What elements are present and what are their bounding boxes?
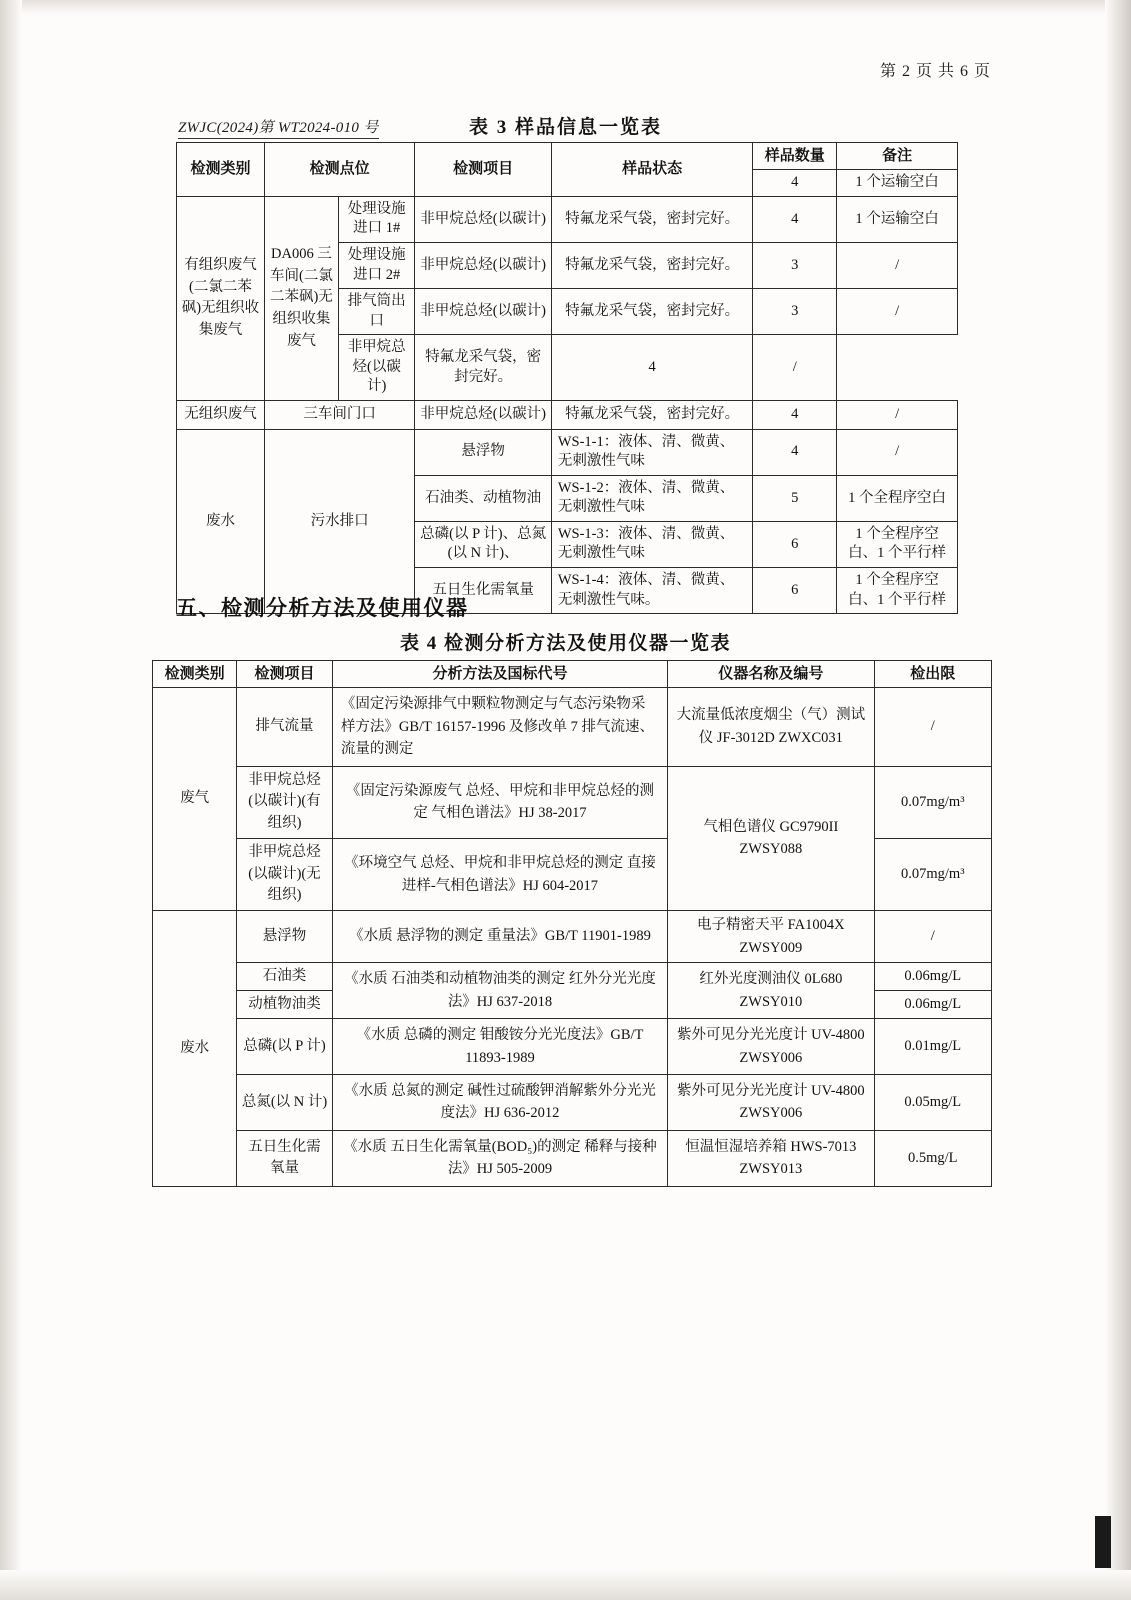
td-item: 悬浮物: [415, 429, 551, 475]
td-instrument: 红外光度测油仪 0L680 ZWSY010: [668, 963, 874, 1019]
sample-information-table: [176, 142, 958, 614]
table-header-row: [177, 143, 958, 170]
td-remark: /: [837, 289, 958, 335]
state-text: 液体、清、微黄、无刺激性气味: [557, 433, 735, 470]
th-method: 分析方法及国标代号: [332, 661, 667, 688]
table-row: [177, 429, 958, 475]
td-remark: 1 个全程序空白: [837, 475, 958, 521]
table-row: [153, 766, 992, 838]
td-remark: /: [837, 400, 958, 429]
td-remark: /: [837, 429, 958, 475]
table-row: [177, 400, 958, 429]
td-state: 特氟龙采气袋，密封完好。: [551, 289, 753, 335]
td-method: 《固定污染源排气中颗粒物测定与气态污染物采样方法》GB/T 16157-1996 及修改单 7 排气流速、流量的测定: [332, 688, 667, 766]
state-text: 液体、清、微黄、无刺激性气味: [557, 525, 735, 562]
td-state: 特氟龙采气袋，密封完好。: [551, 400, 753, 429]
td-limit: 0.5mg/L: [874, 1130, 991, 1186]
state-text: 液体、清、微黄、无刺激性气味。: [557, 572, 735, 608]
td-point-sub: 处理设施进口 2#: [338, 242, 414, 288]
td-state: 特氟龙采气袋，密封完好。: [551, 242, 753, 288]
table-row: [153, 963, 992, 991]
td-item: 石油类: [237, 963, 333, 991]
td-qty: 4: [753, 196, 837, 242]
td-item: 非甲烷总烃(以碳计)(有组织): [237, 766, 333, 838]
td-category-wastewater: 废水: [153, 911, 237, 1187]
td-qty-first: 4: [753, 170, 837, 197]
state-label: WS-1-4：: [557, 572, 619, 588]
th-category: 检测类别: [177, 143, 265, 197]
td-item: 总磷(以 P 计)、总氮(以 N 计)、: [415, 521, 551, 567]
td-state: 特氟龙采气袋，密封完好。: [551, 196, 753, 242]
td-category-organized: 有组织废气(二氯二苯砜)无组织收集废气: [177, 196, 265, 400]
td-instrument: 恒温恒湿培养箱 HWS-7013 ZWSY013: [668, 1130, 874, 1186]
td-instrument: 紫外可见分光光度计 UV-4800 ZWSY006: [668, 1074, 874, 1130]
table-row: [153, 911, 992, 963]
td-limit: 0.07mg/m³: [874, 838, 991, 910]
state-label: WS-1-2：: [557, 479, 619, 496]
td-limit: 0.01mg/L: [874, 1019, 991, 1075]
td-state: 特氟龙采气袋，密封完好。: [415, 335, 551, 401]
td-point-sub: 排气筒出口: [338, 289, 414, 335]
td-qty: 3: [753, 289, 837, 335]
td-point-sub: 处理设施进口 1#: [338, 196, 414, 242]
td-method: 《水质 总磷的测定 钼酸铵分光光度法》GB/T 11893-1989: [332, 1019, 667, 1075]
td-limit: 0.07mg/m³: [874, 766, 991, 838]
td-limit: 0.06mg/L: [874, 963, 991, 991]
td-item: 石油类、动植物油: [415, 475, 551, 521]
td-item: 总磷(以 P 计): [237, 1019, 333, 1075]
td-qty: 4: [551, 335, 753, 401]
td-item: 五日生化需氧量: [415, 568, 551, 614]
td-category-fugitive: 无组织废气: [177, 400, 265, 429]
document-number: ZWJC(2024)第 WT2024-010 号: [178, 116, 379, 139]
td-method: 《固定污染源废气 总烃、甲烷和非甲烷总烃的测定 气相色谱法》HJ 38-2017: [332, 766, 667, 838]
td-remark: /: [753, 335, 837, 401]
table-header-row: [153, 661, 992, 688]
td-item: 五日生化需氧量: [237, 1130, 333, 1186]
td-method: 《水质 总氮的测定 碱性过硫酸钾消解紫外分光光度法》HJ 636-2012: [332, 1074, 667, 1130]
analysis-method-instrument-table: [152, 660, 992, 1187]
td-item: 非甲烷总烃(以碳计): [415, 242, 551, 288]
td-qty: 4: [753, 429, 837, 475]
td-item: 动植物油类: [237, 991, 333, 1019]
td-qty: 6: [753, 568, 837, 614]
td-remark: 1 个全程序空白、1 个平行样: [837, 568, 958, 614]
td-qty: 4: [753, 400, 837, 429]
state-text: 液体、清、微黄、无刺激性气味: [557, 479, 735, 516]
td-item: 总氮(以 N 计): [237, 1074, 333, 1130]
td-item: 排气流量: [237, 688, 333, 766]
td-category-wastewater: 废水: [177, 429, 265, 614]
page-number-header: 第 2 页 共 6 页: [879, 63, 991, 80]
th-instrument: 仪器名称及编号: [668, 661, 874, 688]
td-category-waste-gas: 废气: [153, 688, 237, 911]
td-qty: 6: [753, 521, 837, 567]
td-state: [551, 429, 753, 475]
td-limit: /: [874, 688, 991, 766]
td-instrument: 电子精密天平 FA1004X ZWSY009: [668, 911, 874, 963]
th-category: 检测类别: [153, 661, 237, 688]
table-row: [177, 196, 958, 242]
table-row: [153, 1130, 992, 1186]
td-item: 非甲烷总烃(以碳计): [338, 335, 414, 401]
td-state: [551, 568, 753, 614]
td-point-main: DA006 三车间(二氯二苯砜)无组织收集废气: [264, 196, 338, 400]
td-state: [551, 475, 753, 521]
td-point: 三车间门口: [264, 400, 415, 429]
th-item: 检测项目: [237, 661, 333, 688]
table-row: [153, 688, 992, 766]
td-limit: 0.06mg/L: [874, 991, 991, 1019]
td-remark: 1 个全程序空白、1 个平行样: [837, 521, 958, 567]
td-item: 非甲烷总烃(以碳计): [415, 289, 551, 335]
state-label: WS-1-3：: [557, 525, 619, 542]
td-method: 《环境空气 总烃、甲烷和非甲烷总烃的测定 直接进样-气相色谱法》HJ 604-2017: [332, 838, 667, 910]
td-qty: 5: [753, 475, 837, 521]
td-method: 《水质 石油类和动植物油类的测定 红外分光光度法》HJ 637-2018: [332, 963, 667, 1019]
td-state: [551, 521, 753, 567]
td-instrument: 紫外可见分光光度计 UV-4800 ZWSY006: [668, 1019, 874, 1075]
td-remark-first: 1 个运输空白: [837, 170, 958, 197]
table3-title: 表 3 样品信息一览表: [468, 117, 662, 138]
th-point: 检测点位: [264, 143, 415, 197]
section-heading-5: 五、检测分析方法及使用仪器: [176, 596, 469, 620]
td-limit: /: [874, 911, 991, 963]
th-remark: 备注: [837, 143, 958, 170]
td-instrument: 气相色谱仪 GC9790II ZWSY088: [668, 766, 874, 911]
th-qty: 样品数量: [753, 143, 837, 170]
th-item: 检测项目: [415, 143, 551, 197]
td-remark: /: [837, 242, 958, 288]
td-item: 悬浮物: [237, 911, 333, 963]
td-qty: 3: [753, 242, 837, 288]
th-limit: 检出限: [874, 661, 991, 688]
td-method: 《水质 悬浮物的测定 重量法》GB/T 11901-1989: [332, 911, 667, 963]
th-state: 样品状态: [551, 143, 753, 197]
table-row: [153, 1074, 992, 1130]
td-remark: 1 个运输空白: [837, 196, 958, 242]
td-item: 非甲烷总烃(以碳计): [415, 196, 551, 242]
state-label: WS-1-1：: [557, 433, 619, 450]
td-instrument: 大流量低浓度烟尘（气）测试仪 JF-3012D ZWXC031: [668, 688, 874, 766]
table-row: [153, 1019, 992, 1075]
td-method: 《水质 五日生化需氧量(BOD₅)的测定 稀释与接种法》HJ 505-2009: [332, 1130, 667, 1186]
td-limit: 0.05mg/L: [874, 1074, 991, 1130]
td-item: 非甲烷总烃(以碳计)(无组织): [237, 838, 333, 910]
td-item: 非甲烷总烃(以碳计): [415, 400, 551, 429]
td-point-outlet: 污水排口: [264, 429, 415, 614]
table4-title: 表 4 检测分析方法及使用仪器一览表: [399, 633, 731, 654]
